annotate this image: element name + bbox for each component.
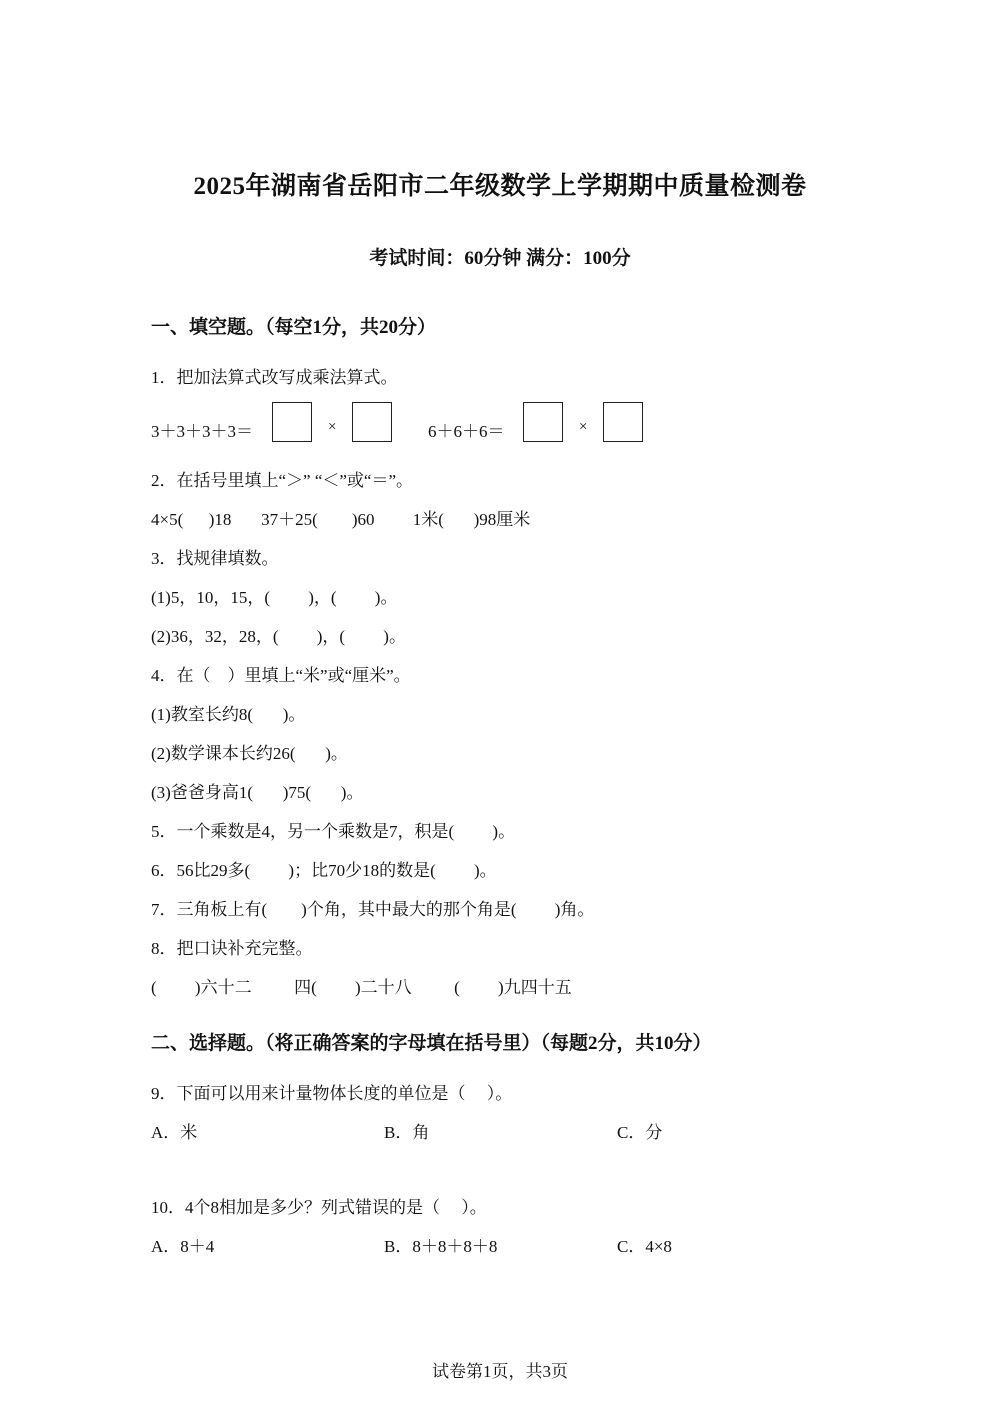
q1-expression-2: 6＋6＋6＝ (428, 422, 505, 441)
exam-info: 考试时间：60分钟 满分：100分 (369, 248, 631, 269)
q9-option-a: A．米 (151, 1123, 198, 1142)
times-sign: × (328, 419, 337, 435)
question-4: 4．在（ ）里填上“米”或“厘米”。 (151, 666, 411, 685)
section-1-heading: 一、填空题。（每空1分，共20分） (151, 317, 437, 338)
question-10: 10．4个8相加是多少？列式错误的是（ ）。 (151, 1198, 487, 1217)
section-2-heading: 二、选择题。（将正确答案的字母填在括号里）（每题2分，共10分） (151, 1033, 712, 1054)
question-8: 8．把口诀补充完整。 (151, 939, 313, 958)
question-1: 1．把加法算式改写成乘法算式。 (151, 368, 398, 387)
question-2-items: 4×5( )18 37＋25( )60 1米( )98厘米 (151, 510, 531, 529)
question-6: 6．56比29多( )；比70少18的数是( )。 (151, 861, 497, 880)
question-3-part-2: (2)36，32，28，( )，( )。 (151, 627, 406, 646)
page-footer: 试卷第1页，共3页 (432, 1362, 568, 1381)
answer-box[interactable] (352, 402, 392, 442)
answer-box[interactable] (272, 402, 312, 442)
q10-option-c: C．4×8 (617, 1237, 672, 1256)
question-7: 7．三角板上有( )个角，其中最大的那个角是( )角。 (151, 900, 595, 919)
q1-expression-1: 3＋3＋3＋3＝ (151, 422, 253, 441)
times-sign: × (579, 419, 588, 435)
question-4-part-1: (1)教室长约8( )。 (151, 705, 306, 724)
q9-option-c: C．分 (617, 1123, 663, 1142)
question-8-items: ( )六十二 四( )二十八 ( )九四十五 (151, 978, 572, 997)
question-9: 9．下面可以用来计量物体长度的单位是（ ）。 (151, 1084, 513, 1103)
question-4-part-2: (2)数学课本长约26( )。 (151, 744, 348, 763)
q9-option-b: B．角 (384, 1123, 430, 1142)
answer-box[interactable] (523, 402, 563, 442)
question-3-part-1: (1)5，10，15，( )，( )。 (151, 588, 398, 607)
q10-option-b: B．8＋8＋8＋8 (384, 1237, 498, 1256)
q10-option-a: A．8＋4 (151, 1237, 215, 1256)
page-title: 2025年湖南省岳阳市二年级数学上学期期中质量检测卷 (193, 173, 807, 200)
question-3: 3．找规律填数。 (151, 549, 279, 568)
question-5: 5．一个乘数是4，另一个乘数是7，积是( )。 (151, 822, 516, 841)
answer-box[interactable] (603, 402, 643, 442)
question-2: 2．在括号里填上“＞” “＜”或“＝”。 (151, 471, 414, 490)
question-4-part-3: (3)爸爸身高1( )75( )。 (151, 783, 364, 802)
